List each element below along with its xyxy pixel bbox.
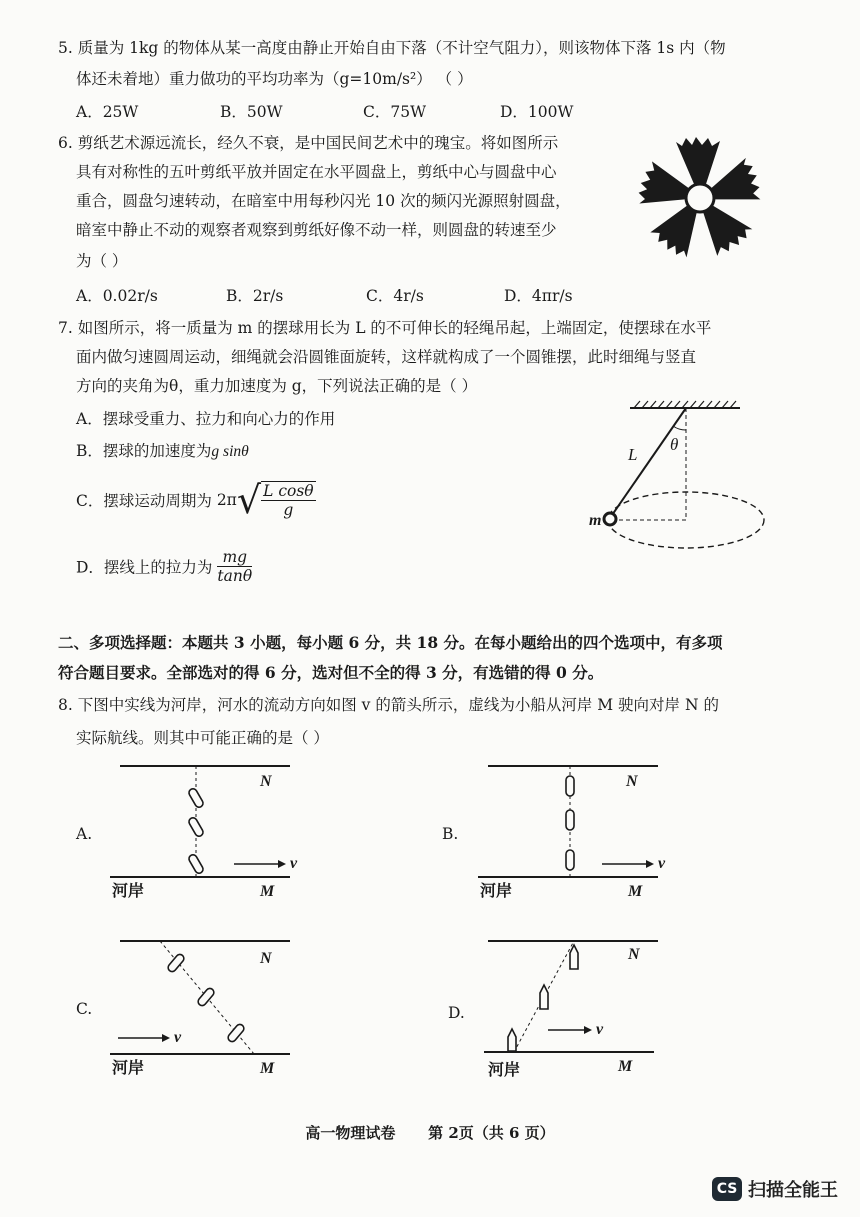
q6-option-a: A．0.02r/s [76,287,158,305]
q8-panel-d-N: N [628,946,640,963]
q8-panel-c-bank: 河岸 [112,1058,145,1077]
q6-line4: 暗室中静止不动的观察者观察到剪纸好像不动一样，则圆盘的转速至少 [76,221,557,239]
q7-option-d-denominator: tanθ [217,567,253,585]
q7-option-d-label: D．摆线上的拉力为 [76,558,213,577]
q8-panel-a-v: v [290,855,298,872]
q8-panel-b-label: B. [442,825,459,843]
q5-option-a: A．25W [76,103,139,121]
footer-subject: 高一物理试卷 [305,1124,396,1142]
q8-panel-c-N: N [260,950,272,967]
papercut-figure [630,128,770,268]
q7-option-c-coef: 2π [216,491,237,509]
q6-option-c: C．4r/s [366,287,424,305]
q5-line2: 体还未着地）重力做功的平均功率为（g=10m/s²） （ ） [76,70,473,88]
q8-panel-d [484,935,684,1079]
q6-option-d: D．4πr/s [504,287,573,305]
q8-panel-a-M: M [260,883,275,900]
q8-panel-c [110,935,310,1075]
sqrt-icon: √ [236,478,262,522]
q5-option-d: D．100W [500,103,574,121]
q8-panel-c-label: C. [76,1000,93,1018]
q8-panel-a-label: A. [76,825,93,843]
section2-line1: 二、多项选择题：本题共 3 小题，每小题 6 分，共 18 分。在每小题给出的四个选项中，有多项 [58,633,723,652]
q8-panel-b [478,760,678,900]
q7-option-c-fraction [261,481,316,519]
q6-line3: 重合，圆盘匀速转动，在暗室中用每秒闪光 10 次的频闪光源照射圆盘， [76,192,571,210]
q7-option-c-numerator: L cosθ [263,482,314,500]
q5-option-b: B．50W [220,103,283,121]
q8-line2: 实际航线。则其中可能正确的是（ ） [76,729,329,747]
q7-option-b-label: B．摆球的加速度为 [76,442,212,460]
q6-line1: 6. 剪纸艺术源远流长，经久不衰，是中国民间艺术中的瑰宝。将如图所示 [58,134,559,152]
q5-line1: 5. 质量为 1kg 的物体从某一高度由静止开始自由下落（不计空气阻力），则该物体下落 1s 内（物 [58,39,726,57]
q8-panel-a [110,760,310,900]
q8-panel-b-bank: 河岸 [480,881,513,900]
q7-line3: 方向的夹角为θ，重力加速度为 g，下列说法正确的是（ ） [76,377,478,395]
q8-panel-c-v: v [174,1029,182,1046]
q8-panel-d-label: D. [448,1004,465,1022]
conical-pendulum-figure [590,398,790,558]
q7-line2: 面内做匀速圆周运动，细绳就会沿圆锥面旋转，这样就构成了一个圆锥摆，此时细绳与竖直 [76,348,697,366]
q6-option-b: B．2r/s [226,287,284,305]
q7-line1: 7. 如图所示，将一质量为 m 的摆球用长为 L 的不可伸长的轻绳吊起，上端固定，使摆球在水平 [58,319,712,337]
q8-panel-d-bank: 河岸 [488,1060,521,1079]
pendulum-label-m: m [589,512,602,529]
q8-line1: 8. 下图中实线为河岸，河水的流动方向如图 v 的箭头所示，虚线为小船从河岸 M 驶向对岸 N 的 [58,696,719,714]
q6-line2: 具有对称性的五叶剪纸平放并固定在水平圆盘上，剪纸中心与圆盘中心 [76,163,557,181]
q7-option-b [76,439,249,461]
q8-panel-a-N: N [260,773,272,790]
q5-option-c: C．75W [363,103,427,121]
q7-option-c [76,478,316,522]
page-footer [0,1122,860,1143]
q7-option-d-numerator: mg [217,548,252,567]
section2-line2: 符合题目要求。全部选对的得 6 分，选对但不全的得 3 分，有选错的得 0 分。 [58,663,604,682]
q7-option-d-fraction [217,548,252,585]
q8-panel-b-M: M [628,883,643,900]
q8-panel-b-v: v [658,855,666,872]
q7-option-c-label: C．摆球运动周期为 [76,492,212,510]
q7-option-b-formula: g sinθ [211,443,249,460]
q8-panel-b-N: N [626,773,638,790]
pendulum-label-theta: θ [670,435,679,454]
q8-panel-d-v: v [596,1021,604,1038]
q6-line5: 为（ ） [76,252,128,270]
q7-option-c-denominator: g [283,501,294,519]
q8-panel-c-M: M [260,1060,275,1077]
q7-option-d [76,548,252,585]
q8-panel-a-bank: 河岸 [112,881,145,900]
camscanner-name: 扫描全能王 [748,1180,838,1201]
q7-option-a: A．摆球受重力、拉力和向心力的作用 [76,410,336,428]
camscanner-logo: CS [712,1177,742,1201]
scanner-watermark [712,1176,838,1202]
q8-panel-d-M: M [618,1058,633,1075]
pendulum-label-L: L [628,445,638,464]
footer-page-number: 第 2页（共 6 页） [428,1124,555,1142]
